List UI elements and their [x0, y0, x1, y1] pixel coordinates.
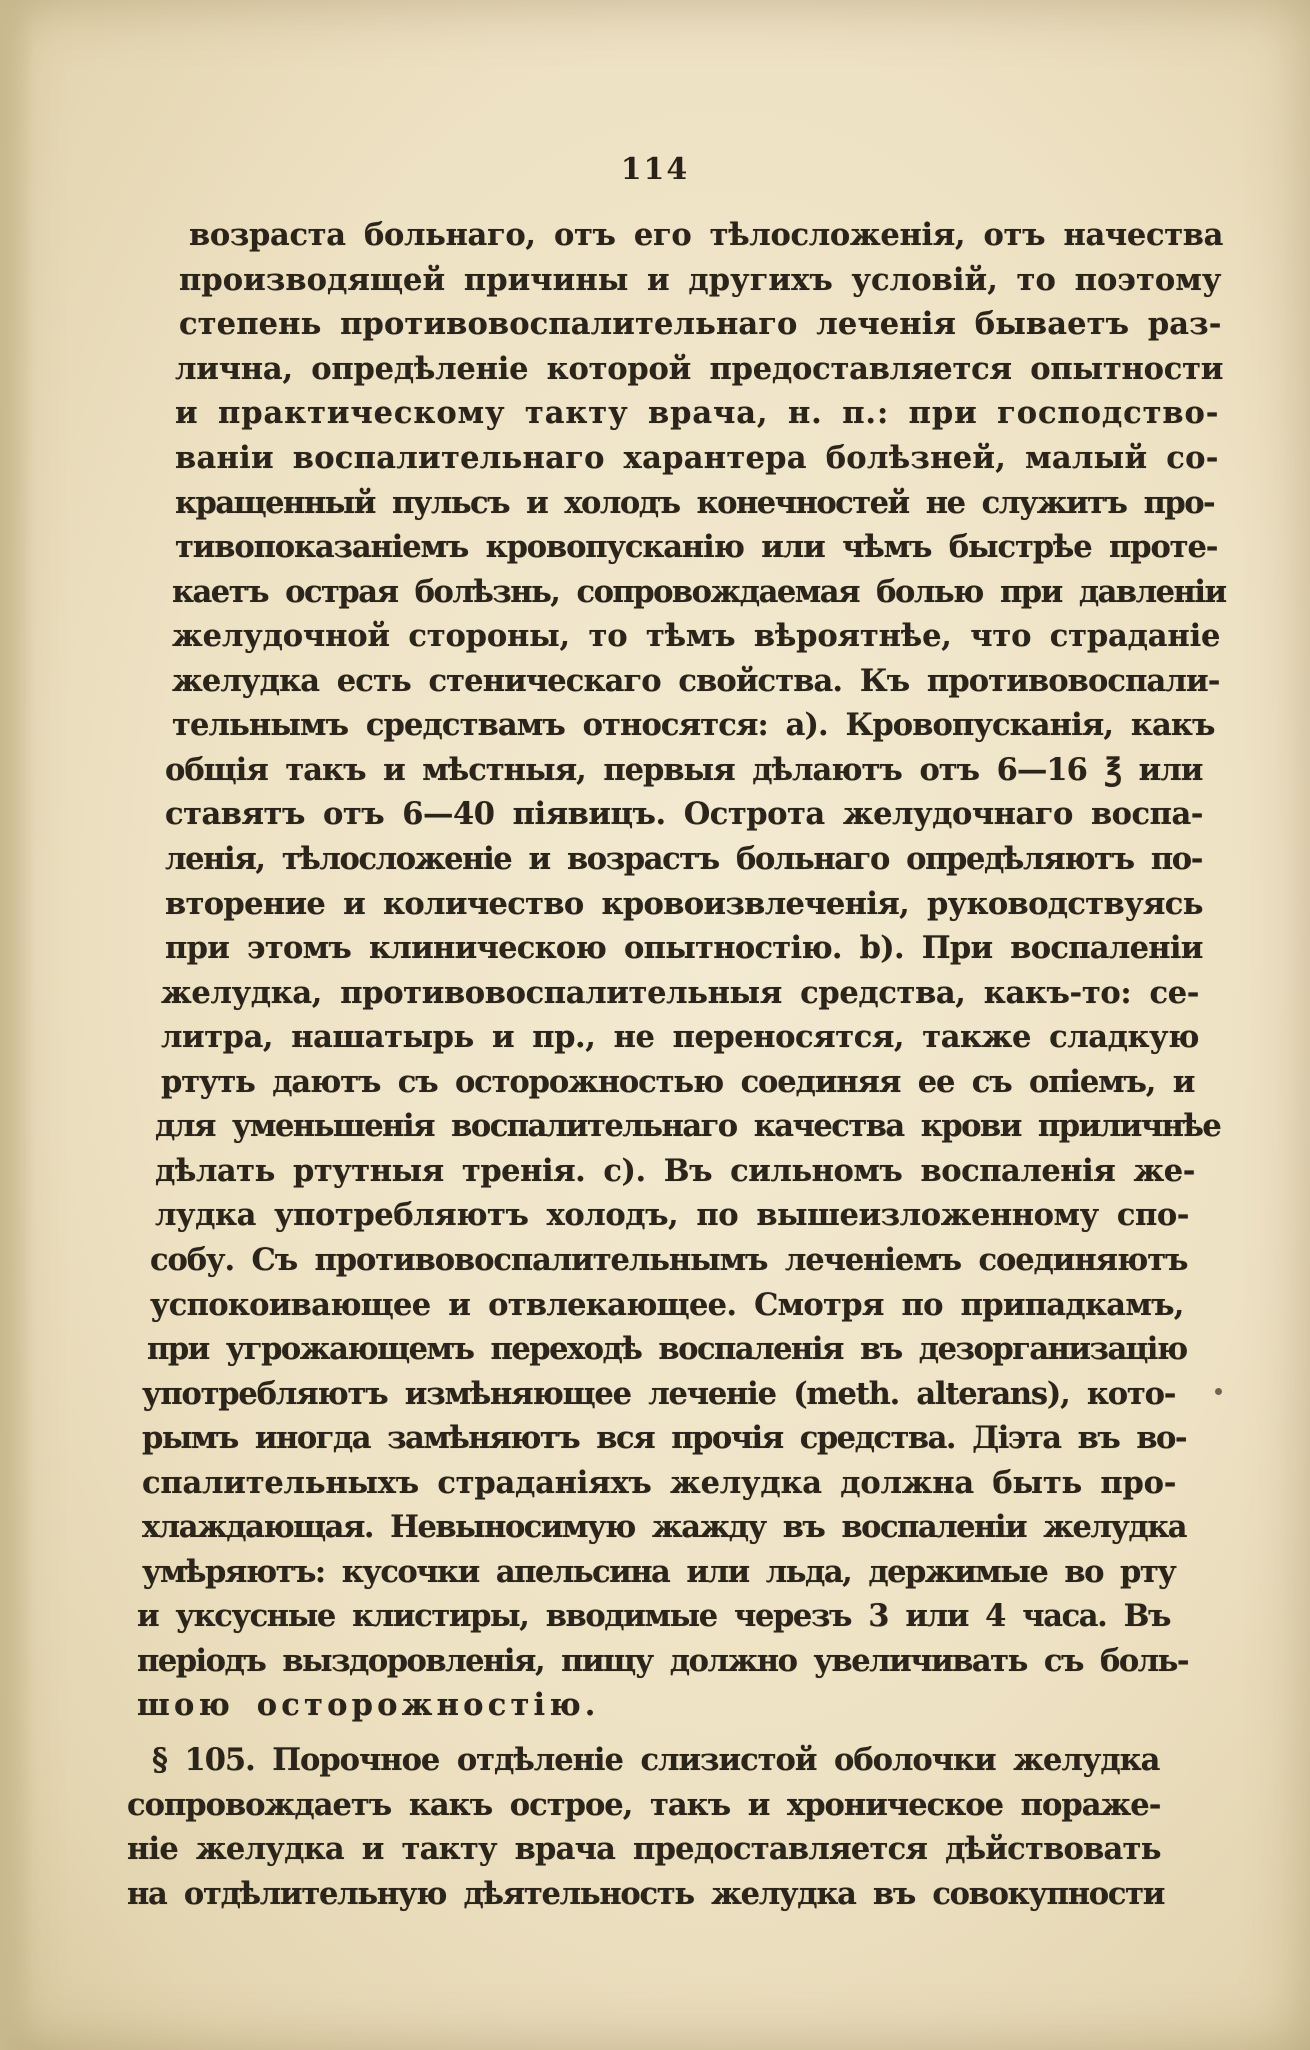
text-line: желудка есть стеническаго свойства. Къ противовоспали-	[172, 663, 1220, 699]
text-line: вторение и количество кровоизвлеченія, руководствуясь	[165, 886, 1203, 922]
text-line: дѣлать ртутныя тренія. с). Въ сильномъ воспаленія же-	[155, 1153, 1195, 1189]
text-line: и практическому такту врача, н. п.: при господство-	[175, 395, 1220, 431]
text-line: умѣряютъ: кусочки апельсина или льда, держимые во рту	[142, 1554, 1176, 1590]
text-line: ніе желудка и такту врача предоставляется дѣйствовать	[127, 1831, 1161, 1867]
ink-mark	[1215, 1388, 1222, 1395]
text-line: лудка употребляютъ холодъ, по вышеизложенному спо-	[155, 1197, 1189, 1233]
text-line: употребляютъ измѣняющее леченіе (meth. alterans), кото-	[142, 1376, 1176, 1412]
text-line: ставятъ отъ 6—40 піявицъ. Острота желудочнаго воспа-	[165, 796, 1203, 832]
text-line: литра, нашатырь и пр., не переносятся, также сладкую	[161, 1019, 1199, 1055]
page-binding-shadow	[0, 0, 34, 2050]
text-line: періодъ выздоровленія, пищу должно увеличивать съ боль-	[137, 1643, 1189, 1679]
text-line: для уменьшенія воспалительнаго качества крови приличнѣе	[155, 1108, 1221, 1144]
section-heading-line: § 105. Порочное отдѣленіе слизистой оболочки желудка	[152, 1742, 1160, 1778]
text-line: ваніи воспалительнаго харантера болѣзней, малый со-	[175, 440, 1219, 476]
text-line: успокоивающее и отвлекающее. Смотря по припадкамъ,	[150, 1287, 1184, 1323]
text-line: степень противовоспалительнаго леченія бываетъ раз-	[179, 306, 1222, 342]
text-line: кращенный пульсъ и холодъ конечностей не служитъ про-	[175, 485, 1215, 521]
text-line: хлаждающая. Невыносимую жажду въ воспаленіи желудка	[142, 1509, 1187, 1545]
text-line: сопровождаетъ какъ острое, такъ и хроническое пораже-	[127, 1787, 1161, 1823]
text-line: при этомъ клиническою опытностію. b). При воспаленіи	[165, 930, 1203, 966]
text-line: собу. Съ противовоспалительнымъ леченіемъ соединяютъ	[150, 1242, 1188, 1278]
page-number: 114	[620, 152, 690, 187]
text-line: тивопоказаніемъ кровопусканію или чѣмъ быстрѣе проте-	[175, 529, 1218, 565]
text-line: рымъ иногда замѣняютъ вся прочія средства. Діэта въ во-	[142, 1420, 1187, 1456]
text-line: ртуть даютъ съ осторожностью соединяя ее съ опіемъ, и	[161, 1064, 1195, 1100]
text-line: производящей причины и другихъ условій, то поэтому	[179, 262, 1222, 298]
text-line: спалительныхъ страданіяхъ желудка должна быть про-	[142, 1465, 1177, 1501]
text-line: желудочной стороны, то тѣмъ вѣроятнѣе, что страданіе	[172, 618, 1221, 654]
text-line: на отдѣлительную дѣятельность желудка въ совокупности	[127, 1876, 1165, 1912]
text-line: тельнымъ средствамъ относятся: а). Кровопусканія, какъ	[172, 707, 1215, 743]
text-line: и уксусные клистиры, вводимые черезъ 3 или 4 часа. Въ	[137, 1598, 1171, 1634]
text-line: при угрожающемъ переходѣ воспаленія въ дезорганизацію	[147, 1331, 1187, 1367]
text-line: лична, опредѣленіе которой предоставляется опытности	[175, 351, 1224, 387]
text-line: желудка, противовоспалительныя средства, какъ-то: се-	[161, 975, 1200, 1011]
text-line: возраста больнаго, отъ его тѣлосложенія, отъ начества	[189, 217, 1224, 253]
text-line: каетъ острая болѣзнь, сопровождаемая болью при давленіи	[172, 574, 1226, 610]
text-line: шою осторожностію.	[137, 1687, 600, 1723]
text-line: ленія, тѣлосложеніе и возрастъ больнаго опредѣляютъ по-	[165, 841, 1202, 877]
text-line: общія такъ и мѣстныя, первыя дѣлаютъ отъ 6—16 ℥ или	[165, 752, 1203, 788]
